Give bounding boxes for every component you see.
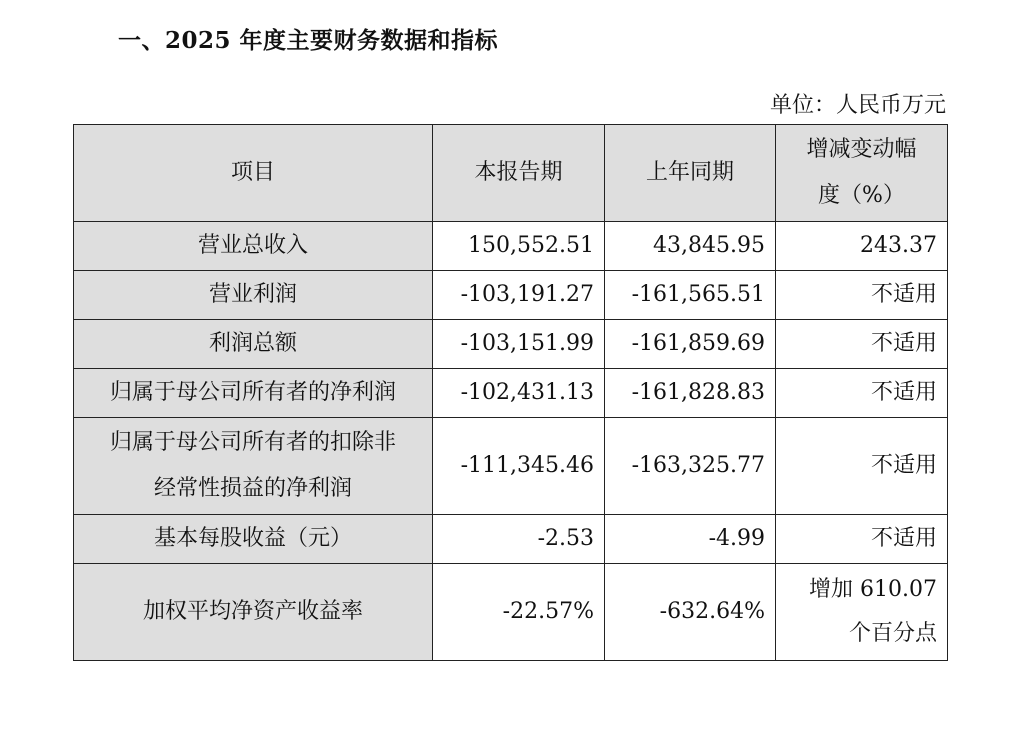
row-change: 不适用 xyxy=(776,320,948,369)
header-current-period: 本报告期 xyxy=(433,125,605,222)
row-current: -22.57% xyxy=(433,564,605,661)
row-current: -102,431.13 xyxy=(433,369,605,418)
row-label: 归属于母公司所有者的净利润 xyxy=(74,369,433,418)
header-change-line1: 增减变动幅 xyxy=(806,137,917,162)
row-change: 243.37 xyxy=(776,222,948,271)
row-label: 基本每股收益（元） xyxy=(74,515,433,564)
header-previous-period: 上年同期 xyxy=(605,125,776,222)
header-item: 项目 xyxy=(74,125,433,222)
row-label-line2: 经常性损益的净利润 xyxy=(153,476,352,501)
table-row xyxy=(74,271,948,320)
table-row xyxy=(74,515,948,564)
table-row xyxy=(74,320,948,369)
row-change: 不适用 xyxy=(776,369,948,418)
row-previous: -161,828.83 xyxy=(605,369,776,418)
table-header-row xyxy=(74,125,948,222)
row-previous: -4.99 xyxy=(605,515,776,564)
row-change: 不适用 xyxy=(776,271,948,320)
row-previous: -163,325.77 xyxy=(605,418,776,515)
row-previous: 43,845.95 xyxy=(605,222,776,271)
row-current: -111,345.46 xyxy=(433,418,605,515)
row-label: 营业利润 xyxy=(74,271,433,320)
table-row xyxy=(74,564,948,661)
header-change xyxy=(776,125,948,222)
row-previous: -161,565.51 xyxy=(605,271,776,320)
section-heading: 一、2025 年度主要财务数据和指标 xyxy=(118,27,499,54)
row-current: -103,151.99 xyxy=(433,320,605,369)
row-label: 利润总额 xyxy=(74,320,433,369)
table-row xyxy=(74,369,948,418)
row-current: 150,552.51 xyxy=(433,222,605,271)
table-row xyxy=(74,418,948,515)
row-current: -103,191.27 xyxy=(433,271,605,320)
table-row xyxy=(74,222,948,271)
row-current: -2.53 xyxy=(433,515,605,564)
unit-label: 单位：人民币万元 xyxy=(769,93,946,118)
row-label: 营业总收入 xyxy=(74,222,433,271)
row-change: 不适用 xyxy=(776,418,948,515)
header-change-line2: 度（%） xyxy=(818,183,905,208)
financial-data-table xyxy=(73,124,948,661)
row-label xyxy=(74,418,433,515)
row-previous: -161,859.69 xyxy=(605,320,776,369)
row-change xyxy=(776,564,948,661)
row-label: 加权平均净资产收益率 xyxy=(74,564,433,661)
row-change-line2: 个百分点 xyxy=(848,621,937,646)
row-label-line1: 归属于母公司所有者的扣除非 xyxy=(109,430,396,455)
row-previous: -632.64% xyxy=(605,564,776,661)
row-change: 不适用 xyxy=(776,515,948,564)
row-change-line1: 增加 610.07 xyxy=(809,577,937,602)
